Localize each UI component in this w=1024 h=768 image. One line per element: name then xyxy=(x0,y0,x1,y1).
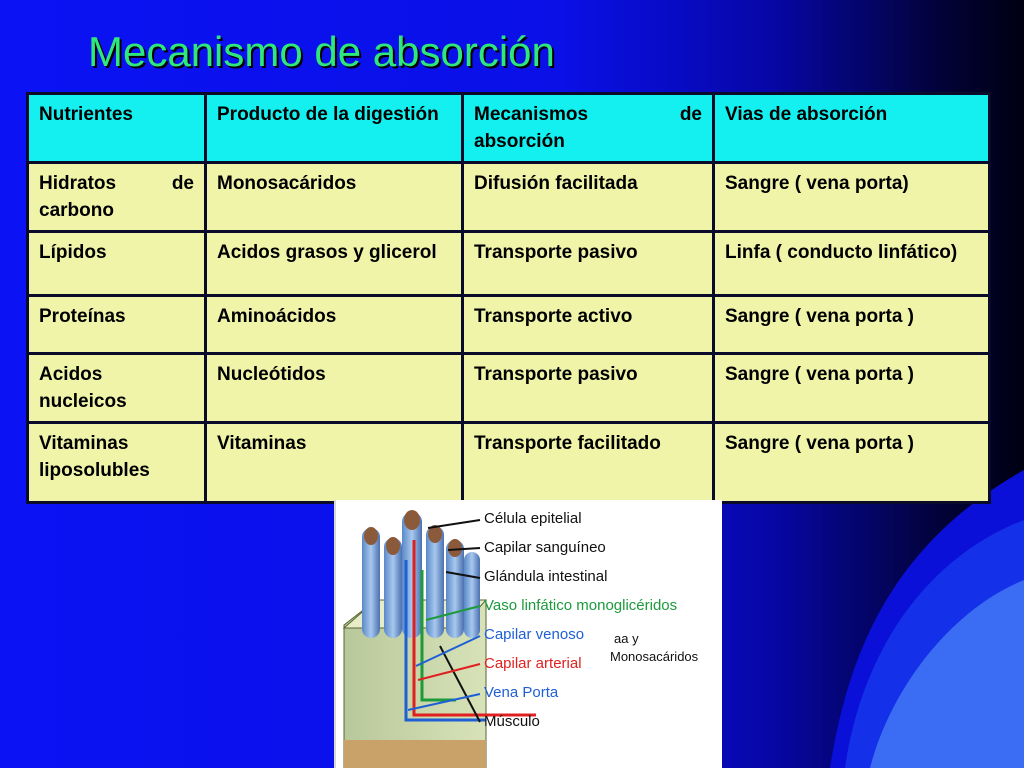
header-producto: Producto de la digestión xyxy=(206,94,463,163)
label-capilar-sanguineo: Capilar sanguíneo xyxy=(484,539,606,556)
cell-nutriente: Lípidos xyxy=(28,232,206,296)
villus-diagram xyxy=(334,500,722,768)
slide-title: Mecanismo de absorción xyxy=(88,28,555,75)
label-glandula-intestinal: Glándula intestinal xyxy=(484,568,608,585)
cell-producto: Nucleótidos xyxy=(206,354,463,423)
label-vena-porta: Vena Porta xyxy=(484,684,559,701)
muscle-layer-icon xyxy=(344,740,486,768)
header-vias: Vias de absorción xyxy=(714,94,990,163)
label-capilar-venoso: Capilar venoso xyxy=(484,626,585,643)
table-row xyxy=(28,296,990,354)
cell-via: Sangre ( vena porta ) xyxy=(714,354,990,423)
cell-nutriente: Proteínas xyxy=(28,296,206,354)
table-header-row xyxy=(28,94,990,163)
label-musculo: Músculo xyxy=(484,713,540,730)
cell-via: Sangre ( vena porta ) xyxy=(714,423,990,503)
absorption-table xyxy=(26,92,991,504)
table-row xyxy=(28,354,990,423)
cell-via: Sangre ( vena porta ) xyxy=(714,296,990,354)
table-row xyxy=(28,232,990,296)
header-mecanismos: Mecanismos de absorción xyxy=(463,94,714,163)
absorption-table-container xyxy=(26,92,988,504)
cell-mecanismo: Transporte facilitado xyxy=(463,423,714,503)
label-celula-epitelial: Célula epitelial xyxy=(484,510,582,527)
cell-producto: Acidos grasos y glicerol xyxy=(206,232,463,296)
cell-producto: Vitaminas xyxy=(206,423,463,503)
cell-via: Linfa ( conducto linfático) xyxy=(714,232,990,296)
cell-mecanismo: Difusión facilitada xyxy=(463,163,714,232)
label-aa-y: aa y xyxy=(614,631,639,646)
table-row xyxy=(28,423,990,503)
cell-producto: Aminoácidos xyxy=(206,296,463,354)
cell-mecanismo: Transporte activo xyxy=(463,296,714,354)
cell-nutriente: Acidos nucleicos xyxy=(28,354,206,423)
cell-mecanismo: Transporte pasivo xyxy=(463,232,714,296)
cell-mecanismo: Transporte pasivo xyxy=(463,354,714,423)
label-monosacaridos: Monosacáridos xyxy=(610,649,699,664)
cell-producto: Monosacáridos xyxy=(206,163,463,232)
cell-via: Sangre ( vena porta) xyxy=(714,163,990,232)
cell-nutriente: Hidratos de carbono xyxy=(28,163,206,232)
label-capilar-arterial: Capilar arterial xyxy=(484,655,582,672)
cell-nutriente: Vitaminas liposolubles xyxy=(28,423,206,503)
header-nutrientes: Nutrientes xyxy=(28,94,206,163)
table-row xyxy=(28,163,990,232)
label-vaso-linfatico: Vaso linfático monoglicéridos xyxy=(484,597,678,614)
